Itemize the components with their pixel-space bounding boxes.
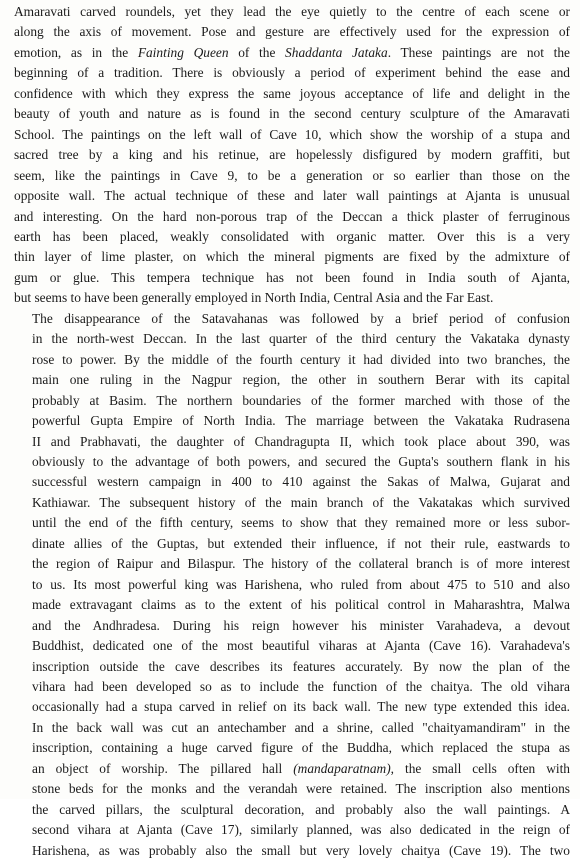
text-line [14,288,570,308]
text-run: Kathiawar. The subsequent history of the main branch of the Vakatakas which survived [32,494,570,510]
text-line [14,513,570,533]
text-run: but seems to have been generally employed in North India, Central Asia and the Far East. [14,290,494,306]
text-run: occasionally had a stupa carved in relief on its back wall. The new type extended this idea. [32,699,570,715]
text-run: main one ruling in the Nagpur region, the other in southern Berar with its capital [32,372,570,388]
text-run: and interesting. On the hard non-porous trap of the Deccan a thick plaster of ferruginous [14,208,570,224]
text-line [14,616,570,636]
text-run: Amaravati carved roundels, yet they lead the eye quietly to the centre of each scene or [14,4,570,19]
text-line [14,2,570,22]
text-run: inscription, containing a huge carved figure of the Buddha, which replaced the stupa as [32,740,570,756]
text-line [14,84,570,104]
text-run: emotion, as in the [14,44,138,60]
text-line [14,697,570,717]
text-line [14,145,570,165]
text-run: obviously to the advantage of both powers, and secured the Gupta's southern flank in his [32,453,570,469]
text-run: School. The paintings on the left wall of Cave 10, which show the worship of a stupa and [14,126,570,142]
text-line [14,329,570,349]
text-line [14,370,570,390]
text-run: dinate allies of the Guptas, but extended their influence, if not their rule, eastwards to [32,535,570,551]
italic-text-run: Shaddanta Jataka [285,44,388,60]
text-run: and the Andhradesa. During his reign however his minister Varahadeva, a devout [32,617,570,633]
text-line [14,636,570,656]
text-line [14,43,570,63]
text-run: opposite wall. The actual technique of these and later wall paintings at Ajanta is unusual [14,188,570,204]
text-line [14,657,570,677]
text-line [14,452,570,472]
text-line [14,432,570,452]
text-run: probably at Basim. The northern boundaries of the former marched with those of the [32,392,570,408]
text-run: until the end of the fifth century, seems to show that they remained more or less subor- [32,515,570,531]
paragraph [14,2,570,309]
text-line [14,166,570,186]
text-run: rose to power. By the middle of the fourth century it had divided into two branches, the [32,351,570,367]
text-line [14,820,570,840]
text-run: beginning of a tradition. There is obviously a period of experiment behind the ease and [14,65,570,81]
text-line [14,841,570,861]
italic-text-run: (mandaparatnam) [293,760,391,776]
text-run: in the north-west Deccan. In the last quarter of the third century the Vakataka dynasty [32,331,570,347]
text-line [14,493,570,513]
text-run: . These paintings are not the [387,44,570,60]
text-run: earth has been placed, weakly consolidated with organic matter. Over this is a very [14,228,570,244]
text-line [14,534,570,554]
text-run: inscription outside the cave describes its features accurately. By now the plan of the [32,658,570,674]
text-run: along the axis of movement. Pose and gesture are effectively used for the expression of [14,24,570,40]
text-run: The disappearance of the Satavahanas was followed by a brief period of confusion [32,310,570,326]
text-run: the carved pillars, the sculptural decoration, and probably also the wall paintings. A [32,801,570,817]
text-run: successful western campaign in 400 to 410 against the Sakas of Malwa, Gujarat and [32,474,570,490]
body-text [14,2,570,861]
text-run: an object of worship. The pillared hall [32,760,294,776]
text-line [14,738,570,758]
text-line [14,472,570,492]
text-run: seem, like the paintings in Cave 9, to be a generation or so earlier than those on the [14,167,570,183]
text-run: In the back wall was cut an antechamber and a shrine, called "chaityamandiram" in the [32,719,570,735]
text-line [14,411,570,431]
text-line [14,759,570,779]
text-run: beauty of youth and nature as is found in the second century sculpture of the Amaravati [14,106,570,122]
text-run: vihara had been developed so as to include the function of the chaitya. The old vihara [32,678,570,694]
text-run: of the [228,44,286,60]
text-run: Harishena, as was probably also the small but very lovely chaitya (Cave 19). The two [32,842,570,858]
text-line [14,125,570,145]
text-line [14,309,570,329]
text-line [14,779,570,799]
text-line [14,207,570,227]
paragraph [14,309,570,861]
text-line [14,718,570,738]
text-line [14,227,570,247]
text-line [14,677,570,697]
text-line [14,186,570,206]
text-run: made extravagant claims as to the extent of his political control in Maharashtra, Malwa [32,597,570,613]
text-run: Buddhist, dedicated one of the most beautiful viharas at Ajanta (Cave 16). Varahadeva's [32,638,570,654]
text-line [14,554,570,574]
text-run: gum or glue. This tempera technique has not been found in India south of Ajanta, [14,269,570,285]
text-line [14,350,570,370]
text-line [14,800,570,820]
text-line [14,63,570,83]
text-run: powerful Gupta Empire of North India. The marriage between the Vakataka Rudrasena [32,413,570,429]
text-run: second vihara at Ajanta (Cave 17), similarly planned, was also dedicated in the reign of [32,822,570,838]
text-line [14,247,570,267]
text-run: sacred tree by a king and his retinue, are hopelessly disfigured by modern graffiti, but [14,147,570,163]
text-line [14,575,570,595]
text-run: , the small cells often with [390,760,570,776]
text-run: stone beds for the monks and the verandah were retained. The inscription also mentions [32,781,570,797]
italic-text-run: Fainting Queen [137,44,229,60]
text-line [14,391,570,411]
text-line [14,22,570,42]
text-run: confidence with which they express the same joyous acceptance of life and delight in the [14,85,570,101]
text-line [14,104,570,124]
text-line [14,268,570,288]
text-run: the region of Raipur and Bilaspur. The history of the collateral branch is of more interest [32,556,570,572]
text-run: II and Prabhavati, the daughter of Chandragupta II, which took place about 390, was [32,433,570,449]
text-run: thin layer of lime plaster, on which the mineral pigments are fixed by the admixture of [14,249,570,265]
text-run: to us. Its most powerful king was Harishena, who ruled from about 475 to 510 and also [32,576,570,592]
text-line [14,595,570,615]
